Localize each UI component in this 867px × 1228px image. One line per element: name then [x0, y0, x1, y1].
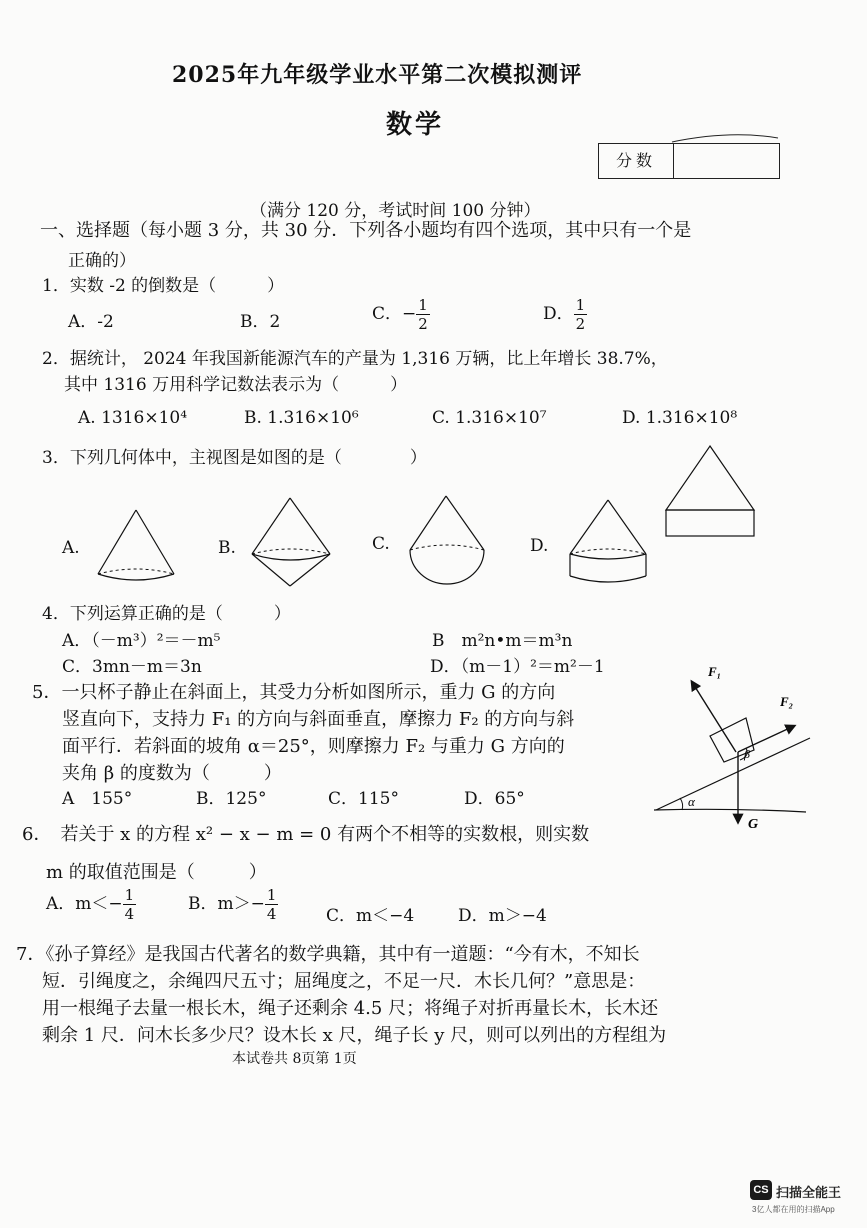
q2-option-b: B. 1.316×10⁶	[244, 408, 359, 428]
q5-line2: 竖直向下，支持力 F₁ 的方向与斜面垂直，摩擦力 F₂ 的方向与斜	[62, 709, 575, 730]
q1-option-d	[543, 296, 587, 333]
q7-line1: 7．《孙子算经》是我国古代著名的数学典籍，其中有一道题：“今有木，不知长	[16, 944, 640, 965]
q6-line2: m 的取值范围是（ ）	[46, 862, 267, 883]
section-heading-cont: 正确的）	[68, 251, 136, 271]
scanner-app-name: 扫描全能王	[776, 1185, 842, 1200]
q5-line3: 面平行．若斜面的坡角 α＝25°，则摩擦力 F₂ 与重力 G 方向的	[62, 736, 565, 757]
q5-option-a: A 155°	[62, 789, 133, 809]
q2-stem-line1: 2．据统计， 2024 年我国新能源汽车的产量为 1,316 万辆，比上年增长 38.7%，	[42, 349, 668, 369]
q6-a-den: 4	[124, 905, 135, 923]
q6-option-b	[188, 886, 278, 923]
q3-option-a-cone	[94, 508, 180, 584]
q3-reference-front-view	[664, 444, 764, 540]
q4-stem: 4．下列运算正确的是（ ）	[42, 604, 291, 624]
q5-line4: 夹角 β 的度数为（ ）	[62, 763, 282, 784]
exam-title: 2025年九年级学业水平第二次模拟测评	[172, 62, 583, 88]
q1-stem: 1．实数 -2 的倒数是（ ）	[42, 276, 285, 296]
q6-option-a	[46, 886, 136, 923]
q2-option-c: C. 1.316×10⁷	[432, 408, 547, 428]
scanner-tagline: 3亿人都在用的扫描App	[752, 1205, 835, 1214]
q6-a-num: 1	[124, 886, 135, 904]
q1-d-num: 1	[575, 296, 586, 314]
q6-option-c: C．m＜−4	[326, 906, 415, 926]
q6-option-b-prefix: B．m＞−	[188, 894, 265, 914]
q5-force-diagram	[654, 662, 814, 832]
q5-fig-label-g: G	[748, 817, 759, 832]
q4-option-c: C．3mn－m＝3n	[62, 657, 202, 677]
q1-option-c-fraction	[416, 296, 430, 333]
q6-option-a-fraction	[123, 886, 137, 923]
q5-option-b: B．125°	[196, 789, 267, 809]
score-label: 分数	[599, 144, 674, 178]
q5-option-d: D．65°	[464, 789, 525, 809]
q6-b-den: 4	[266, 905, 277, 923]
q3-option-d-cone-cylinder	[566, 498, 652, 590]
q2-stem-line2: 其中 1316 万用科学记数法表示为（ ）	[64, 375, 408, 395]
section-heading: 一、选择题（每小题 3 分，共 30 分．下列各小题均有四个选项，其中只有一个是	[40, 220, 692, 241]
q1-option-b: B．2	[240, 312, 281, 332]
q3-option-d-label: D.	[530, 536, 549, 556]
q7-line4: 剩余 1 尺．问木长多少尺？设木长 x 尺，绳子长 y 尺，则可以列出的方程组为	[42, 1025, 667, 1046]
q5-fig-label-f2: F₂	[780, 694, 794, 709]
q6-option-d: D．m＞−4	[458, 906, 547, 926]
q1-option-c-prefix: C．−	[372, 304, 417, 324]
exam-info: （满分 120 分，考试时间 100 分钟）	[250, 201, 541, 221]
q1-option-d-fraction	[574, 296, 588, 333]
q1-option-a: A．-2	[68, 312, 114, 332]
q7-line2: 短．引绳度之，余绳四尺五寸；屈绳度之，不足一尺．木长几何？”意思是：	[42, 971, 646, 992]
q6-line1: 6． 若关于 x 的方程 x² − x − m = 0 有两个不相等的实数根，则实数	[22, 824, 590, 845]
score-box	[598, 143, 780, 179]
page-footer: 本试卷共 8页第 1页	[232, 1051, 357, 1067]
scanner-logo-icon: CS	[750, 1180, 772, 1200]
q4-option-b: B m²n•m＝m³n	[432, 631, 573, 651]
q3-option-b-double-cone	[250, 496, 334, 592]
q4-option-a: A．（－m³）²＝－m⁵	[62, 631, 221, 651]
q6-b-num: 1	[266, 886, 277, 904]
q2-option-d: D. 1.316×10⁸	[622, 408, 738, 428]
q1-d-den: 2	[575, 315, 586, 333]
q3-stem: 3．下列几何体中，主视图是如图的是（ ）	[42, 448, 427, 468]
q5-fig-label-alpha: α	[688, 794, 695, 809]
q3-option-c-cone-hemisphere	[406, 494, 490, 592]
subject-title: 数学	[386, 110, 445, 140]
q5-fig-label-f1: F₁	[708, 664, 722, 679]
q1-c-den: 2	[418, 315, 428, 333]
q3-option-c-label: C.	[372, 534, 390, 554]
q1-c-num: 1	[418, 296, 428, 314]
q3-option-a-label: A.	[62, 538, 80, 558]
q7-line3: 用一根绳子去量一根长木，绳子还剩余 4.5 尺；将绳子对折再量长木，长木还	[42, 998, 659, 1019]
q6-option-b-fraction	[265, 886, 279, 923]
q1-option-c	[372, 296, 430, 333]
q5-line1: 5．一只杯子静止在斜面上，其受力分析如图所示，重力 G 的方向	[32, 682, 556, 703]
q6-option-a-prefix: A．m＜−	[46, 894, 123, 914]
q5-option-c: C．115°	[328, 789, 399, 809]
q3-option-b-label: B.	[218, 538, 236, 558]
q2-option-a: A. 1316×10⁴	[78, 408, 188, 428]
q5-fig-label-beta: β	[744, 747, 750, 761]
q1-option-d-prefix: D．	[543, 304, 574, 324]
q4-option-d: D．（m－1）²＝m²－1	[430, 657, 605, 677]
